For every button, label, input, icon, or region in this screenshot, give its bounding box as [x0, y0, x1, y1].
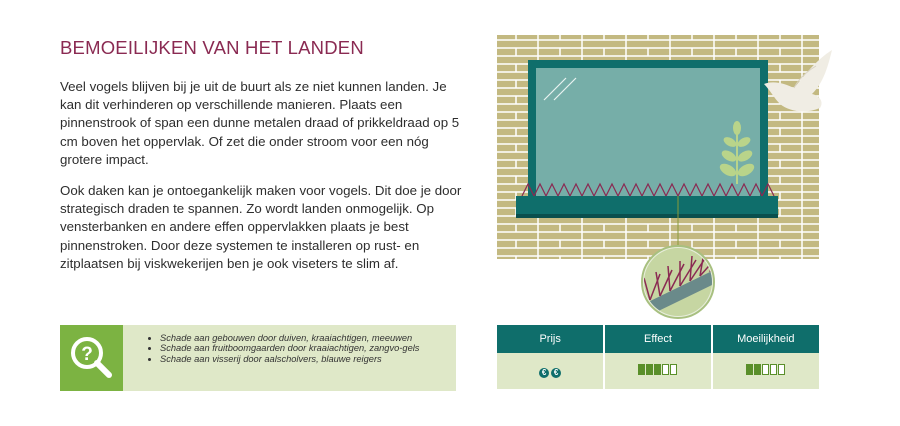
level-bar-empty — [662, 364, 669, 375]
level-bar-empty — [670, 364, 677, 375]
window-spikes-illustration — [494, 32, 844, 322]
header-effect: Effect — [604, 325, 711, 353]
list-item: • Schade aan visserij door aalscholvers, blauwe reigers — [160, 354, 460, 364]
price-cell — [497, 353, 604, 389]
roof-paragraph: Ook daken kan je ontoegankelijk maken voor vogels. Dit doe je door strategisch draden te spannen. Zo wordt landen onmogelijk. Op vensterbanken en andere effen oppervlakken plaats je best pinnenstroken. Door deze systemen te installeren op rust- en zitplaatsen bij viskwekerijen ben je ook viseters te slim af. — [60, 183, 462, 271]
level-bar-empty — [778, 364, 785, 375]
list-item: • Schade aan gebouwen door duiven, kraaiachtigen, meeuwen — [160, 333, 460, 343]
spike-detail-zoom — [642, 246, 716, 318]
difficulty-cell — [712, 353, 819, 389]
euro-icon: € — [539, 368, 549, 378]
header-difficulty: Moeilijkheid — [712, 325, 819, 353]
info-icon-cell — [60, 325, 123, 391]
svg-text:?: ? — [81, 344, 93, 365]
window-glass — [536, 68, 760, 200]
rating-table — [497, 325, 819, 389]
question-magnifier-icon — [69, 335, 115, 381]
level-bar-filled — [654, 364, 661, 375]
effect-level-bars — [638, 364, 677, 375]
level-bar-filled — [754, 364, 761, 375]
level-bar-empty — [762, 364, 769, 375]
level-bar-filled — [646, 364, 653, 375]
difficulty-level-bars — [746, 364, 785, 375]
level-bar-empty — [770, 364, 777, 375]
header-price: Prijs — [497, 325, 604, 353]
window-sill — [516, 196, 778, 214]
list-item: • Schade aan fruitboomgaarden door kraaiachtigen, zangvo-gels — [160, 343, 460, 353]
damage-info-box — [60, 325, 456, 391]
damage-list — [138, 333, 460, 364]
intro-paragraph: Veel vogels blijven bij je uit de buurt als ze niet kunnen landen. Je kan dit verhinderen op verschillende manieren. Plaats een pinnenstrook of span een dunne metalen draad of prikkeldraad op 5 cm boven het oppervlak. Of zet die onder stroom voor een nóg grotere impact. — [60, 79, 460, 167]
level-bar-filled — [746, 364, 753, 375]
level-bar-filled — [638, 364, 645, 375]
euro-icon: € — [551, 368, 561, 378]
effect-cell — [604, 353, 711, 389]
page-title: BEMOEILIJKEN VAN HET LANDEN — [60, 37, 364, 58]
